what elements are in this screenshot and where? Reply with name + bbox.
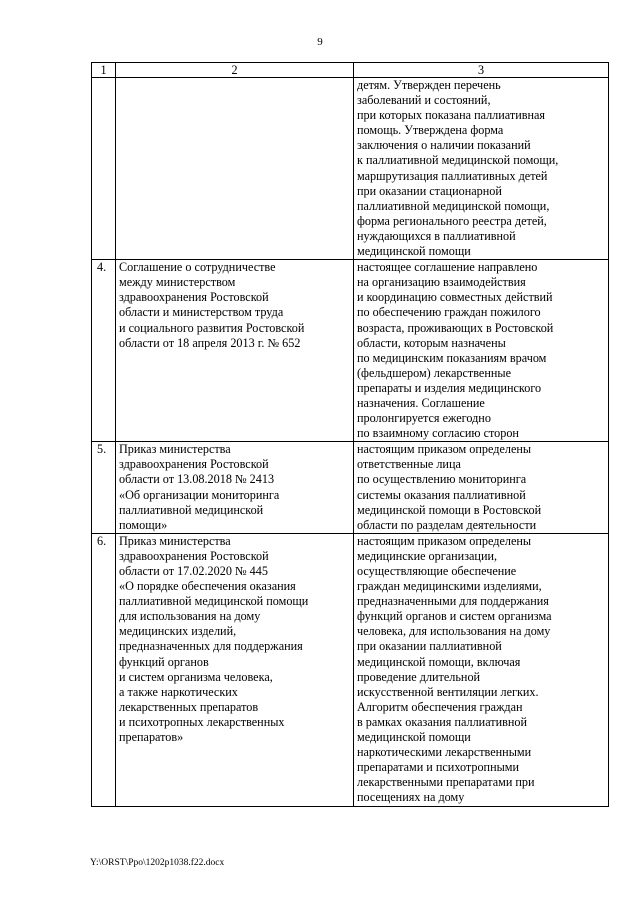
text-line: Приказ министерства bbox=[119, 533, 231, 548]
footer-file-path: Y:\ORST\Ppo\1202p1038.f22.docx bbox=[90, 858, 225, 868]
text-line: и психотропных лекарственных bbox=[119, 714, 285, 729]
row-number: 6. bbox=[92, 533, 116, 806]
text-line: при оказании паллиативной bbox=[357, 639, 502, 654]
text-line: помощи» bbox=[119, 517, 168, 532]
text-line: настоящим приказом определены bbox=[357, 533, 532, 548]
text-line: предназначенных для поддержания bbox=[119, 639, 303, 654]
document-title-cell bbox=[116, 533, 354, 806]
text-line: препараты и изделия медицинского bbox=[357, 380, 542, 395]
text-line: Соглашение о сотрудничестве bbox=[119, 260, 276, 275]
text-line: заключения о наличии показаний bbox=[357, 138, 531, 153]
text-line: (фельдшером) лекарственные bbox=[357, 365, 511, 380]
document-description-cell bbox=[354, 78, 609, 260]
text-line: области по разделам деятельности bbox=[357, 517, 537, 532]
text-line: области от 18 апреля 2013 г. № 652 bbox=[119, 335, 301, 350]
text-line: для использования на дому bbox=[119, 609, 261, 624]
text-line: медицинской помощи bbox=[357, 244, 471, 259]
header-col-2: 2 bbox=[116, 63, 354, 78]
text-line: в рамках оказания паллиативной bbox=[357, 714, 528, 729]
text-line: нуждающихся в паллиативной bbox=[357, 228, 516, 243]
table-header-row bbox=[92, 63, 609, 78]
text-line: «Об организации мониторинга bbox=[119, 487, 280, 502]
text-line: при которых показана паллиативная bbox=[357, 108, 546, 123]
page-number: 9 bbox=[317, 36, 323, 48]
text-line: Алгоритм обеспечения граждан bbox=[357, 699, 523, 714]
text-line: «О порядке обеспечения оказания bbox=[119, 579, 296, 594]
row-number: 5. bbox=[92, 442, 116, 534]
text-line: функций органов bbox=[119, 654, 209, 669]
text-line: проведение длительной bbox=[357, 669, 481, 684]
text-line: предназначенными для поддержания bbox=[357, 594, 549, 609]
text-line: на организацию взаимодействия bbox=[357, 275, 526, 290]
text-line: Приказ министерства bbox=[119, 442, 231, 457]
document-title-cell bbox=[116, 442, 354, 534]
text-line: ответственные лица bbox=[357, 457, 461, 472]
document-title-cell bbox=[116, 78, 354, 260]
header-col-3: 3 bbox=[354, 63, 609, 78]
table-row bbox=[92, 78, 609, 260]
document-description-cell bbox=[354, 260, 609, 442]
text-line: назначения. Соглашение bbox=[357, 395, 485, 410]
text-line: детям. Утвержден перечень bbox=[357, 78, 501, 92]
document-title-cell bbox=[116, 260, 354, 442]
text-line: и систем организма человека, bbox=[119, 669, 273, 684]
text-line: области от 13.08.2018 № 2413 bbox=[119, 472, 275, 487]
document-description-cell bbox=[354, 533, 609, 806]
table-row bbox=[92, 442, 609, 534]
document-table bbox=[91, 62, 609, 807]
text-line: здравоохранения Ростовской bbox=[119, 548, 269, 563]
table-row bbox=[92, 533, 609, 806]
text-line: области от 17.02.2020 № 445 bbox=[119, 564, 268, 578]
text-line: искусственной вентиляции легких. bbox=[357, 684, 539, 699]
text-line: здравоохранения Ростовской bbox=[119, 290, 269, 305]
text-line: и социального развития Ростовской bbox=[119, 320, 305, 335]
text-line: по взаимному согласию сторон bbox=[357, 426, 519, 441]
row-number bbox=[92, 78, 116, 260]
text-line: человека, для использования на дому bbox=[357, 624, 551, 639]
text-line: возраста, проживающих в Ростовской bbox=[357, 320, 554, 335]
text-line: медицинской помощи, включая bbox=[357, 654, 521, 669]
text-line: медицинских изделий, bbox=[119, 624, 237, 639]
text-line: и координацию совместных действий bbox=[357, 290, 553, 305]
text-line: паллиативной медицинской помощи bbox=[119, 594, 309, 609]
text-line: пролонгируется ежегодно bbox=[357, 411, 491, 426]
text-line: медицинской помощи bbox=[357, 730, 471, 745]
document-description-cell bbox=[354, 442, 609, 534]
text-line: к паллиативной медицинской помощи, bbox=[357, 153, 559, 168]
text-line: препаратами и психотропными bbox=[357, 760, 520, 775]
text-line: между министерством bbox=[119, 275, 236, 290]
header-col-1: 1 bbox=[92, 63, 116, 78]
text-line: по медицинским показаниям врачом bbox=[357, 350, 547, 365]
text-line: по осуществлению мониторинга bbox=[357, 472, 527, 487]
text-line: при оказании стационарной bbox=[357, 183, 502, 198]
text-line: посещениях на дому bbox=[357, 790, 465, 805]
text-line: а также наркотических bbox=[119, 684, 238, 699]
text-line: наркотическими лекарственными bbox=[357, 745, 532, 760]
text-line: настоящее соглашение направлено bbox=[357, 260, 538, 275]
text-line: медицинские организации, bbox=[357, 548, 498, 563]
text-line: лекарственных препаратов bbox=[119, 699, 259, 714]
text-line: здравоохранения Ростовской bbox=[119, 457, 269, 472]
text-line: области и министерством труда bbox=[119, 305, 284, 320]
text-line: помощь. Утверждена форма bbox=[357, 123, 504, 138]
text-line: медицинской помощи в Ростовской bbox=[357, 502, 542, 517]
text-line: маршрутизация паллиативных детей bbox=[357, 168, 548, 183]
text-line: граждан медицинскими изделиями, bbox=[357, 579, 542, 594]
text-line: паллиативной медицинской помощи, bbox=[357, 198, 550, 213]
text-line: препаратов» bbox=[119, 730, 184, 745]
text-line: функций органов и систем организма bbox=[357, 609, 552, 624]
table-row bbox=[92, 260, 609, 442]
text-line: паллиативной медицинской bbox=[119, 502, 264, 517]
text-line: форма регионального реестра детей, bbox=[357, 213, 547, 228]
text-line: осуществляющие обеспечение bbox=[357, 564, 517, 578]
row-number: 4. bbox=[92, 260, 116, 442]
text-line: области, которым назначены bbox=[357, 335, 506, 350]
text-line: по обеспечению граждан пожилого bbox=[357, 305, 541, 320]
text-line: настоящим приказом определены bbox=[357, 442, 532, 457]
text-line: системы оказания паллиативной bbox=[357, 487, 526, 502]
text-line: лекарственными препаратами при bbox=[357, 775, 535, 790]
text-line: заболеваний и состояний, bbox=[357, 93, 491, 108]
